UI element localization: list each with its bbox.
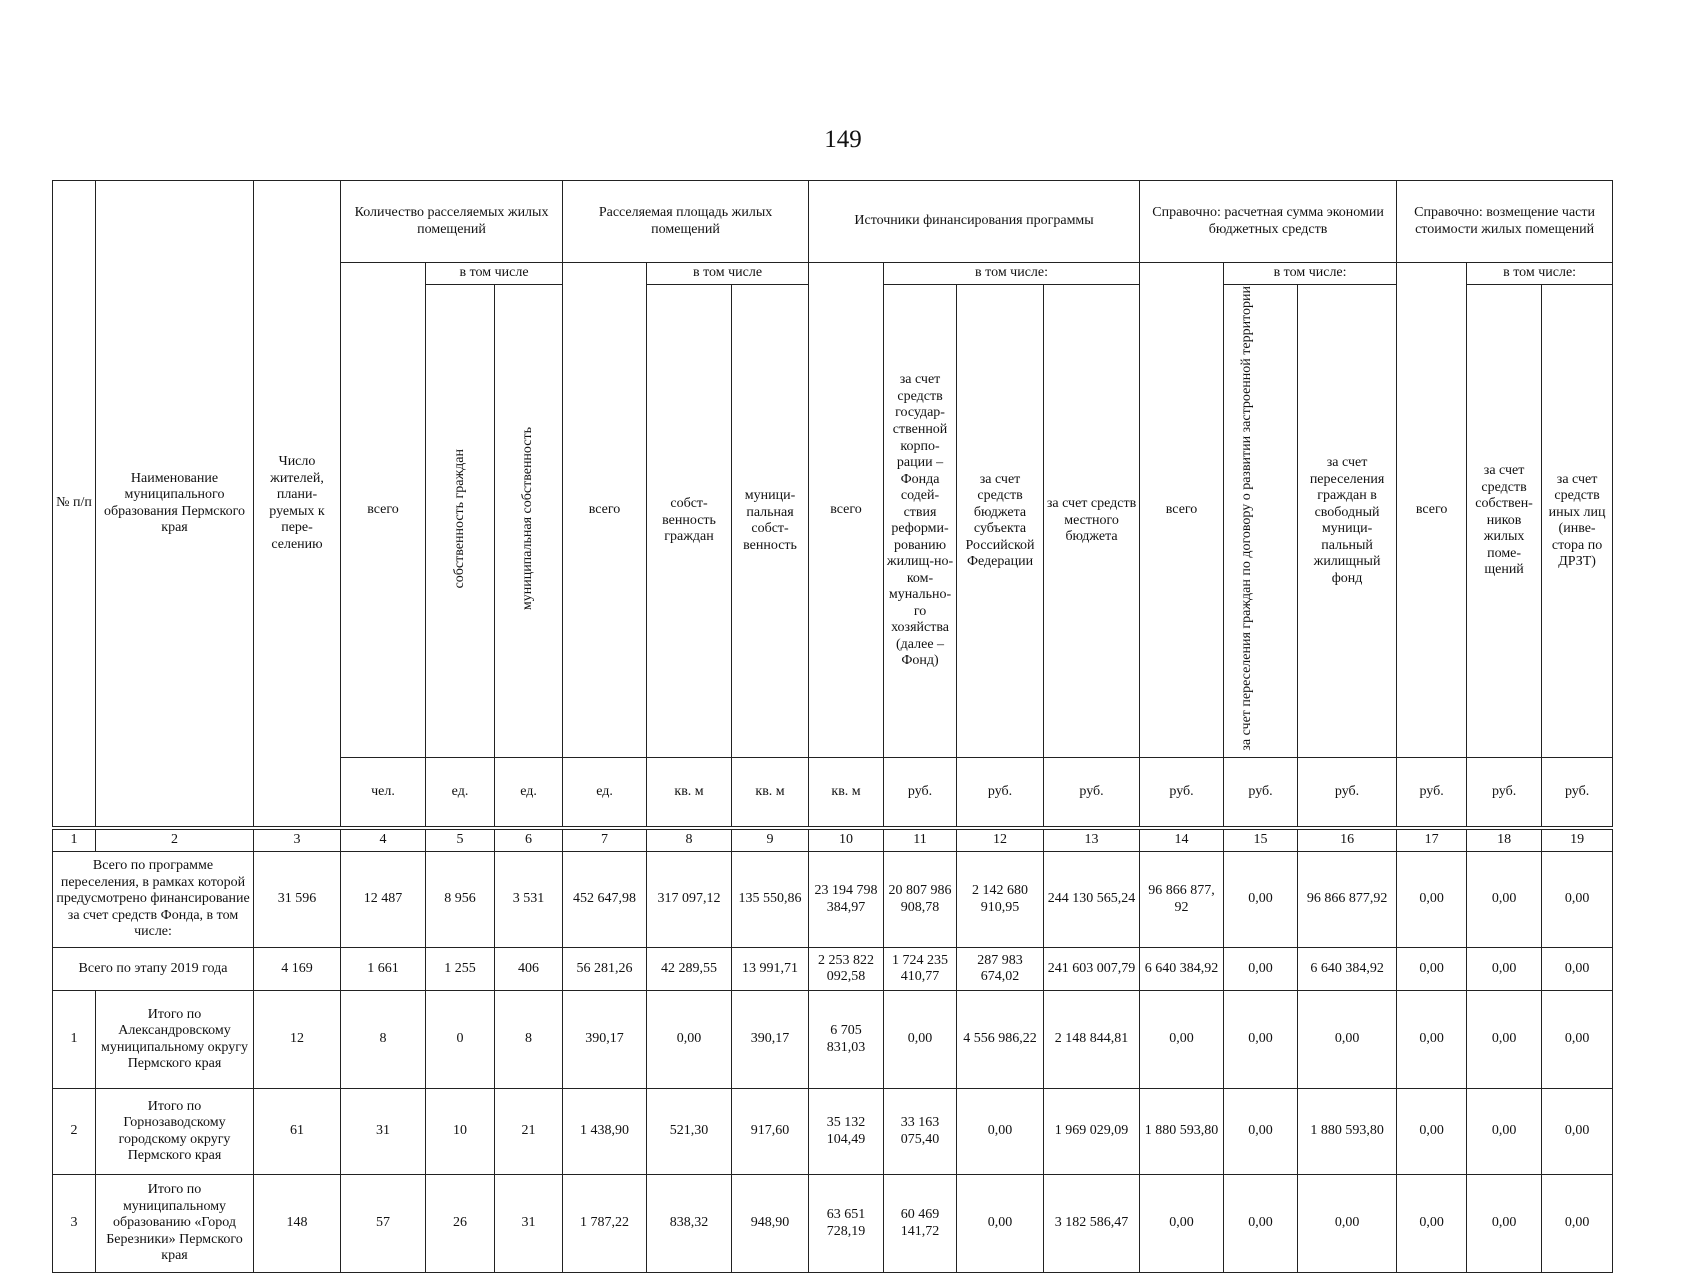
value-cell: 0,00: [1467, 1089, 1542, 1175]
unit-cell: ед.: [495, 758, 563, 827]
unit-cell: руб.: [1044, 758, 1140, 827]
header-col-11: за счет средств государ-ственной корпо-рации – Фонда содей-ствия реформи-рованию жилищ-но-ком-мунально-го хозяйства (далее – Фонд): [884, 285, 957, 758]
value-cell: 2 148 844,81: [1044, 991, 1140, 1089]
value-cell: 0,00: [1467, 1175, 1542, 1273]
col-number: 17: [1397, 830, 1467, 852]
col-number: 2: [96, 830, 254, 852]
resettlement-table: [52, 180, 1613, 1273]
value-cell: 35 132 104,49: [809, 1089, 884, 1175]
value-cell: 838,32: [647, 1175, 732, 1273]
value-cell: 0,00: [1298, 1175, 1397, 1273]
value-cell: 10: [426, 1089, 495, 1175]
value-cell: 241 603 007,79: [1044, 948, 1140, 991]
header-col-6: [495, 285, 563, 758]
value-cell: 4 169: [254, 948, 341, 991]
value-cell: 0,00: [1467, 852, 1542, 948]
col-number: 4: [341, 830, 426, 852]
col-number: 9: [732, 830, 809, 852]
value-cell: 0: [426, 991, 495, 1089]
col-number: 5: [426, 830, 495, 852]
unit-cell: руб.: [957, 758, 1044, 827]
col-number: 11: [884, 830, 957, 852]
value-cell: 287 983 674,02: [957, 948, 1044, 991]
header-economy-incl: в том числе:: [1224, 263, 1397, 285]
value-cell: 96 866 877,92: [1298, 852, 1397, 948]
header-count-incl: в том числе: [426, 263, 563, 285]
col-number: 14: [1140, 830, 1224, 852]
value-cell: 0,00: [1542, 852, 1613, 948]
header-col-12: за счет средств бюджета субъекта Российской Федерации: [957, 285, 1044, 758]
value-cell: 317 097,12: [647, 852, 732, 948]
value-cell: 1 787,22: [563, 1175, 647, 1273]
value-cell: 57: [341, 1175, 426, 1273]
unit-cell: чел.: [341, 758, 426, 827]
value-cell: 0,00: [647, 991, 732, 1089]
unit-cell: кв. м: [732, 758, 809, 827]
value-cell: 0,00: [884, 991, 957, 1089]
value-cell: 0,00: [1140, 991, 1224, 1089]
unit-cell: руб.: [1542, 758, 1613, 827]
value-cell: 0,00: [1542, 948, 1613, 991]
column-numbers-row: [53, 830, 1613, 852]
unit-cell: кв. м: [647, 758, 732, 827]
value-cell: 33 163 075,40: [884, 1089, 957, 1175]
value-cell: 0,00: [1542, 991, 1613, 1089]
unit-cell: руб.: [1298, 758, 1397, 827]
header-col-6-text: муниципальная собственность: [520, 426, 536, 610]
value-cell: 148: [254, 1175, 341, 1273]
header-col-8: собст-венность граждан: [647, 285, 732, 758]
value-cell: 452 647,98: [563, 852, 647, 948]
value-cell: 0,00: [1397, 1089, 1467, 1175]
header-group-finance: Источники финансирования программы: [809, 181, 1140, 263]
value-cell: 1 255: [426, 948, 495, 991]
unit-cell: кв. м: [809, 758, 884, 827]
header-group-area: Расселяемая площадь жилых помещений: [563, 181, 809, 263]
col-number: 7: [563, 830, 647, 852]
value-cell: 3 182 586,47: [1044, 1175, 1140, 1273]
row-name: Итого по Горнозаводскому городскому округу Пермского края: [96, 1089, 254, 1175]
header-row-groups: [53, 181, 1613, 263]
table-row: [53, 1175, 1613, 1273]
col-number: 10: [809, 830, 884, 852]
header-col-19: за счет средств иных лиц (инве-стора по ДРЗТ): [1542, 285, 1613, 758]
unit-cell: руб.: [1397, 758, 1467, 827]
value-cell: 8: [341, 991, 426, 1089]
unit-cell: ед.: [563, 758, 647, 827]
total-row-program: [53, 852, 1613, 948]
header-col-15: [1224, 285, 1298, 758]
value-cell: 0,00: [1224, 852, 1298, 948]
value-cell: 0,00: [1467, 991, 1542, 1089]
row-number: 3: [53, 1175, 96, 1273]
value-cell: 0,00: [1224, 1089, 1298, 1175]
value-cell: 0,00: [1224, 948, 1298, 991]
value-cell: 521,30: [647, 1089, 732, 1175]
value-cell: 1 724 235 410,77: [884, 948, 957, 991]
table-row: [53, 991, 1613, 1089]
value-cell: 1 880 593,80: [1298, 1089, 1397, 1175]
value-cell: 0,00: [1140, 1175, 1224, 1273]
value-cell: 0,00: [1397, 948, 1467, 991]
value-cell: 0,00: [1542, 1175, 1613, 1273]
value-cell: 406: [495, 948, 563, 991]
value-cell: 42 289,55: [647, 948, 732, 991]
unit-cell: ед.: [426, 758, 495, 827]
value-cell: 2 253 822 092,58: [809, 948, 884, 991]
value-cell: 2 142 680 910,95: [957, 852, 1044, 948]
value-cell: 0,00: [1397, 852, 1467, 948]
header-compensation-all: всего: [1397, 263, 1467, 758]
header-col-15-text: за счет переселения граждан по договору о развитии застроенной территории: [1238, 286, 1254, 751]
value-cell: 6 640 384,92: [1140, 948, 1224, 991]
value-cell: 0,00: [1298, 991, 1397, 1089]
value-cell: 6 640 384,92: [1298, 948, 1397, 991]
col-number: 16: [1298, 830, 1397, 852]
header-count-all: всего: [341, 263, 426, 758]
value-cell: 56 281,26: [563, 948, 647, 991]
table-row: [53, 1089, 1613, 1175]
header-finance-incl: в том числе:: [884, 263, 1140, 285]
header-no: № п/п: [53, 181, 96, 827]
header-col-18: за счет средств собствен-ников жилых поме-щений: [1467, 285, 1542, 758]
value-cell: 8 956: [426, 852, 495, 948]
value-cell: 390,17: [732, 991, 809, 1089]
total-row-2019: [53, 948, 1613, 991]
col-number: 8: [647, 830, 732, 852]
total-label: Всего по программе переселения, в рамках которой предусмотрено финансирование за счет средств Фонда, в том числе:: [53, 852, 254, 948]
value-cell: 20 807 986 908,78: [884, 852, 957, 948]
value-cell: 31: [495, 1175, 563, 1273]
value-cell: 31 596: [254, 852, 341, 948]
col-number: 19: [1542, 830, 1613, 852]
col-number: 12: [957, 830, 1044, 852]
row-name: Итого по муниципальному образованию «Город Березники» Пермского края: [96, 1175, 254, 1273]
header-col-16: за счет переселения граждан в свободный муници-пальный жилищный фонд: [1298, 285, 1397, 758]
header-residents: Число жителей, плани-руемых к пере-селению: [254, 181, 341, 827]
unit-cell: руб.: [1140, 758, 1224, 827]
value-cell: 1 438,90: [563, 1089, 647, 1175]
value-cell: 948,90: [732, 1175, 809, 1273]
value-cell: 1 880 593,80: [1140, 1089, 1224, 1175]
col-number: 1: [53, 830, 96, 852]
header-col-9: муници-пальная собст-венность: [732, 285, 809, 758]
row-number: 1: [53, 991, 96, 1089]
col-number: 3: [254, 830, 341, 852]
value-cell: 13 991,71: [732, 948, 809, 991]
value-cell: 1 661: [341, 948, 426, 991]
header-group-economy: Справочно: расчетная сумма экономии бюджетных средств: [1140, 181, 1397, 263]
header-group-compensation: Справочно: возмещение части стоимости жилых помещений: [1397, 181, 1613, 263]
value-cell: 0,00: [1542, 1089, 1613, 1175]
total-label: Всего по этапу 2019 года: [53, 948, 254, 991]
value-cell: 135 550,86: [732, 852, 809, 948]
value-cell: 0,00: [1397, 1175, 1467, 1273]
value-cell: 31: [341, 1089, 426, 1175]
value-cell: 244 130 565,24: [1044, 852, 1140, 948]
value-cell: 1 969 029,09: [1044, 1089, 1140, 1175]
value-cell: 3 531: [495, 852, 563, 948]
value-cell: 4 556 986,22: [957, 991, 1044, 1089]
value-cell: 21: [495, 1089, 563, 1175]
value-cell: 60 469 141,72: [884, 1175, 957, 1273]
row-name: Итого по Александровскому муниципальному округу Пермского края: [96, 991, 254, 1089]
value-cell: 23 194 798 384,97: [809, 852, 884, 948]
value-cell: 0,00: [1397, 991, 1467, 1089]
header-col-5: [426, 285, 495, 758]
header-area-incl: в том числе: [647, 263, 809, 285]
header-name: Наименование муниципального образования Пермского края: [96, 181, 254, 827]
page-number: 149: [824, 126, 862, 153]
value-cell: 917,60: [732, 1089, 809, 1175]
value-cell: 61: [254, 1089, 341, 1175]
value-cell: 0,00: [1224, 1175, 1298, 1273]
value-cell: 12: [254, 991, 341, 1089]
unit-cell: руб.: [884, 758, 957, 827]
unit-cell: руб.: [1467, 758, 1542, 827]
value-cell: 390,17: [563, 991, 647, 1089]
value-cell: 8: [495, 991, 563, 1089]
value-cell: 26: [426, 1175, 495, 1273]
header-finance-all: всего: [809, 263, 884, 758]
unit-cell: руб.: [1224, 758, 1298, 827]
header-col-13: за счет средств местного бюджета: [1044, 285, 1140, 758]
value-cell: 0,00: [957, 1089, 1044, 1175]
col-number: 18: [1467, 830, 1542, 852]
col-number: 6: [495, 830, 563, 852]
col-number: 13: [1044, 830, 1140, 852]
value-cell: 0,00: [1467, 948, 1542, 991]
header-group-count: Количество расселяемых жилых помещений: [341, 181, 563, 263]
value-cell: 63 651 728,19: [809, 1175, 884, 1273]
value-cell: 12 487: [341, 852, 426, 948]
col-number: 15: [1224, 830, 1298, 852]
row-number: 2: [53, 1089, 96, 1175]
header-area-all: всего: [563, 263, 647, 758]
value-cell: 6 705 831,03: [809, 991, 884, 1089]
value-cell: 0,00: [957, 1175, 1044, 1273]
header-economy-all: всего: [1140, 263, 1224, 758]
header-col-5-text: собственность граждан: [451, 448, 467, 589]
header-compensation-incl: в том числе:: [1467, 263, 1613, 285]
value-cell: 96 866 877, 92: [1140, 852, 1224, 948]
value-cell: 0,00: [1224, 991, 1298, 1089]
